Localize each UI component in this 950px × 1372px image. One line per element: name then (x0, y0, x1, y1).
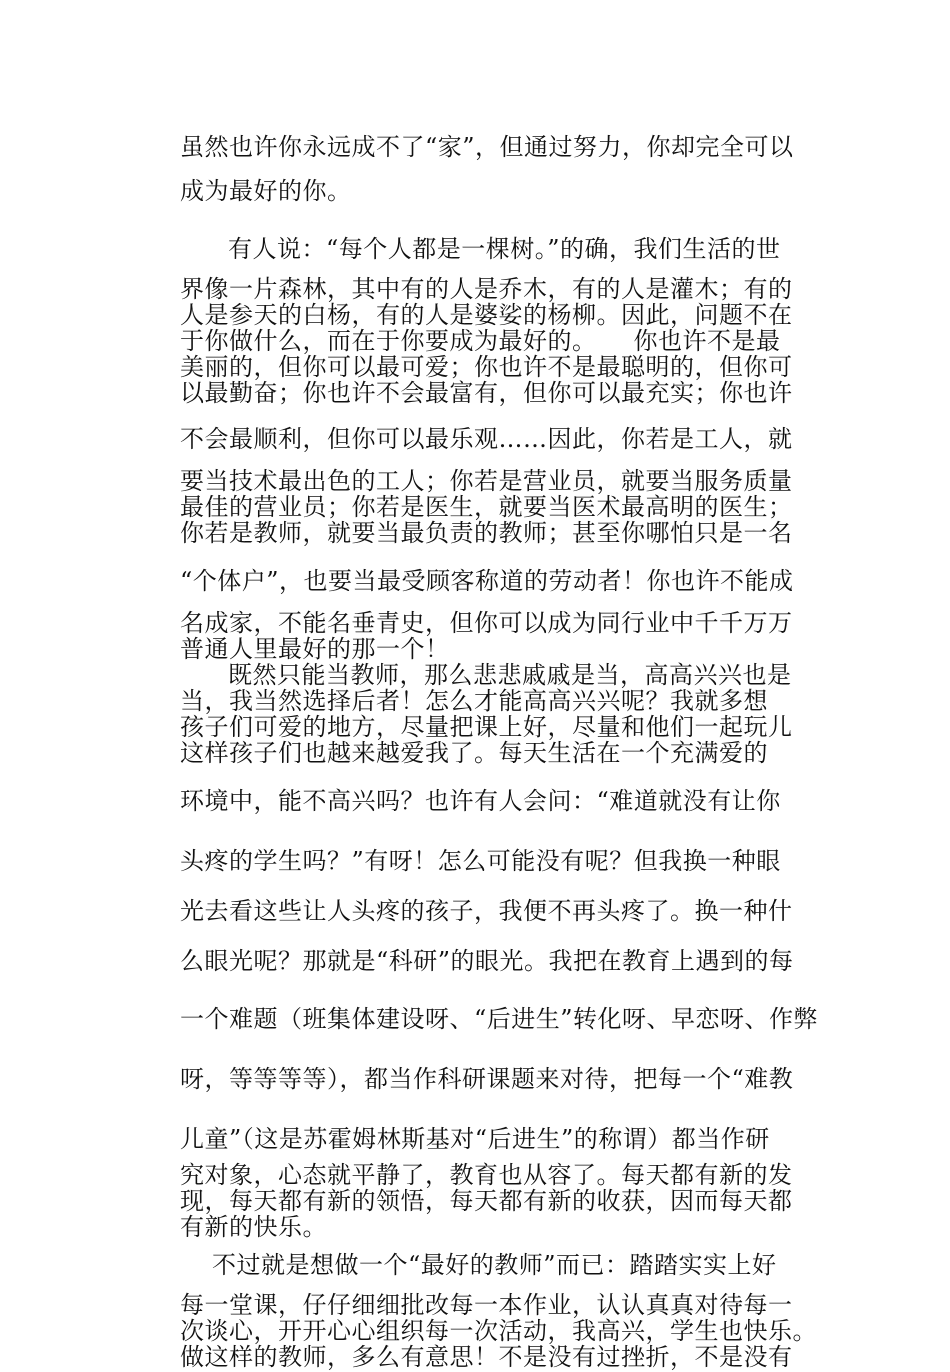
text-line: 每一堂课，仔仔细细批改每一本作业，认认真真对待每一 (180, 1291, 793, 1319)
text-line: 当，我当然选择后者！怎么才能高高兴兴呢？我就多想 (180, 687, 768, 715)
text-line: 你若是教师，就要当最负责的教师；甚至你哪怕只是一名 (180, 519, 793, 547)
text-line: 不会最顺利，但你可以最乐观……因此，你若是工人，就 (180, 425, 793, 453)
text-line: 最佳的营业员；你若是医生，就要当医术最高明的医生； (180, 493, 793, 521)
text-line: 有人说：“每个人都是一棵树。”的确，我们生活的世 (228, 235, 781, 263)
text-line: 环境中，能不高兴吗？也许有人会问：“难道就没有让你 (180, 787, 781, 815)
text-line: 一个难题（班集体建设呀、“后进生”转化呀、早恋呀、作弊 (180, 1005, 819, 1033)
text-line: 呀，等等等等），都当作科研课题来对待，把每一个“难教 (180, 1065, 794, 1093)
text-line: 以最勤奋；你也许不会最富有，但你可以最充实；你也许 (180, 379, 793, 407)
text-line: 究对象，心态就平静了，教育也从容了。每天都有新的发 (180, 1161, 793, 1189)
text-line: 做这样的教师，多么有意思！不是没有过挫折，不是没有 (180, 1343, 793, 1371)
text-line: 虽然也许你永远成不了“家”，但通过努力，你却完全可以 (180, 133, 794, 161)
text-line: 光去看这些让人头疼的孩子，我便不再头疼了。换一种什 (180, 897, 793, 925)
text-line: 人是参天的白杨，有的人是婆娑的杨柳。因此，问题不在 (180, 301, 793, 329)
text-line: 这样孩子们也越来越爱我了。每天生活在一个充满爱的 (180, 739, 768, 767)
text-line: 孩子们可爱的地方，尽量把课上好，尽量和他们一起玩儿 (180, 713, 793, 741)
text-line: 有新的快乐。 (180, 1213, 327, 1241)
text-line: 普通人里最好的那一个！ (180, 635, 450, 663)
text-line: 头疼的学生吗？”有呀！怎么可能没有呢？但我换一种眼 (180, 847, 781, 875)
text-line: “个体户”，也要当最受顾客称道的劳动者！你也许不能成 (180, 567, 794, 595)
text-line: 次谈心，开开心心组织每一次活动，我高兴，学生也快乐。 (180, 1317, 817, 1345)
text-line: 名成家，不能名垂青史，但你可以成为同行业中千千万万 (180, 609, 793, 637)
text-line: 现，每天都有新的领悟，每天都有新的收获，因而每天都 (180, 1187, 793, 1215)
text-line: 既然只能当教师，那么悲悲戚戚是当，高高兴兴也是 (228, 661, 792, 689)
text-line: 不过就是想做一个“最好的教师”而已：踏踏实实上好 (212, 1251, 777, 1279)
text-line: 么眼光呢？那就是“科研”的眼光。我把在教育上遇到的每 (180, 947, 794, 975)
text-line: 成为最好的你。 (180, 177, 352, 205)
text-line: 美丽的，但你可以最可爱；你也许不是最聪明的，但你可 (180, 353, 793, 381)
text-line: 于你做什么，而在于你要成为最好的。 你也许不是最 (180, 327, 781, 355)
text-line: 要当技术最出色的工人；你若是营业员，就要当服务质量 (180, 467, 793, 495)
text-line: 儿童”（这是苏霍姆林斯基对“后进生”的称谓）都当作研 (180, 1125, 770, 1153)
text-line: 界像一片森林，其中有的人是乔木，有的人是灌木；有的 (180, 275, 793, 303)
